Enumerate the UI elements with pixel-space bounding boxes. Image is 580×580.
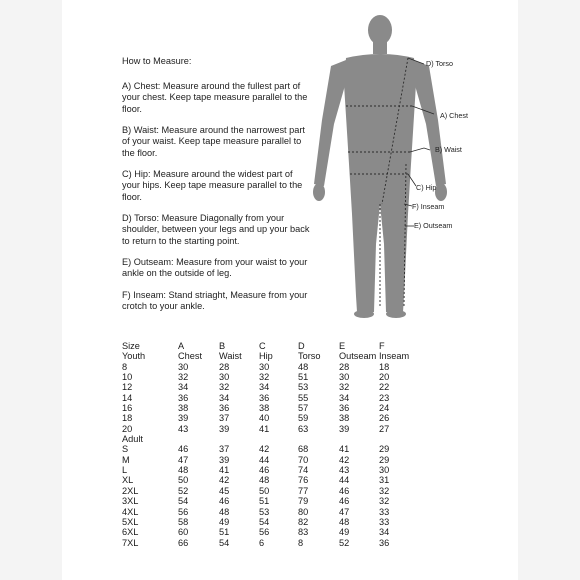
table-cell: 6 — [259, 537, 265, 548]
table-cell: 77 — [298, 485, 309, 496]
table-cell: 56 — [178, 506, 189, 517]
body-measurement-figure — [300, 14, 480, 324]
table-row — [122, 424, 419, 434]
table-cell: 41 — [259, 423, 270, 434]
table-cell: 46 — [339, 496, 350, 507]
table-cell: 7XL — [122, 537, 139, 548]
table-cell: 24 — [379, 403, 390, 414]
table-row — [122, 362, 419, 372]
table-cell: 23 — [379, 392, 390, 403]
table-cell: 83 — [298, 527, 309, 538]
instruction-outseam: E) Outseam: Measure from your waist to your ankle on the outside of leg. — [122, 257, 308, 279]
table-cell: 38 — [178, 403, 189, 414]
callout-outseam: E) Outseam — [414, 221, 453, 230]
table-cell: 28 — [339, 361, 350, 372]
table-cell: D — [298, 341, 305, 351]
table-cell: B — [219, 341, 226, 351]
table-row — [122, 372, 419, 382]
table-cell: 26 — [379, 413, 390, 424]
table-cell: 41 — [219, 465, 230, 476]
table-cell: 44 — [259, 454, 270, 465]
table-cell: 8 — [122, 361, 128, 372]
table-cell: 34 — [339, 392, 350, 403]
instruction-chest: A) Chest: Measure around the fullest part of your chest. Keep tape measure parallel to the floor. — [122, 81, 308, 114]
table-cell: 18 — [122, 413, 133, 424]
table-cell: 39 — [219, 423, 230, 434]
table-cell: 32 — [379, 485, 390, 496]
table-row — [122, 403, 419, 413]
table-cell: 46 — [219, 496, 230, 507]
table-cell: 32 — [259, 372, 270, 383]
table-cell: 59 — [298, 413, 309, 424]
table-cell: 54 — [259, 516, 270, 527]
table-cell: 46 — [339, 485, 350, 496]
table-cell: 42 — [219, 475, 230, 486]
callout-hip: C) Hip — [416, 183, 437, 192]
table-cell: Waist — [219, 351, 242, 362]
table-cell: 50 — [259, 485, 270, 496]
table-cell: Chest — [178, 351, 203, 362]
callout-chest: A) Chest — [440, 111, 468, 120]
table-cell: 52 — [178, 485, 189, 496]
table-cell: 36 — [339, 403, 350, 414]
table-cell: 29 — [379, 454, 390, 465]
table-cell: F — [379, 341, 385, 351]
table-cell: 52 — [339, 537, 350, 548]
adult-section-label: Adult — [122, 434, 143, 445]
table-cell: L — [122, 465, 128, 476]
table-row — [122, 538, 419, 548]
table-cell: 53 — [259, 506, 270, 517]
size-chart — [122, 341, 442, 548]
table-cell: 38 — [339, 413, 350, 424]
how-to-measure-instructions — [122, 56, 312, 323]
table-cell: 20 — [122, 423, 133, 434]
table-cell: 4XL — [122, 506, 139, 517]
table-cell: 30 — [178, 361, 189, 372]
table-cell: 18 — [379, 361, 390, 372]
table-cell: 38 — [259, 403, 270, 414]
table-cell: 48 — [178, 465, 189, 476]
table-cell: Torso — [298, 351, 321, 362]
table-cell: 40 — [259, 413, 270, 424]
table-cell: Hip — [259, 351, 273, 362]
table-cell: 70 — [298, 454, 309, 465]
table-cell: 22 — [379, 382, 390, 393]
table-cell: XL — [122, 475, 134, 486]
table-cell: 34 — [379, 527, 390, 538]
callout-inseam: F) Inseam — [412, 202, 445, 211]
table-row — [122, 486, 419, 496]
table-cell: 32 — [219, 382, 230, 393]
table-cell: 47 — [339, 506, 350, 517]
instruction-hip: C) Hip: Measure around the widest part of your hips. Keep tape measure parallel to the floor. — [122, 169, 303, 202]
table-cell: 30 — [379, 465, 390, 476]
table-cell: 32 — [379, 496, 390, 507]
table-cell: 76 — [298, 475, 309, 486]
table-cell: 33 — [379, 516, 390, 527]
table-cell: 2XL — [122, 485, 139, 496]
table-cell: 36 — [259, 392, 270, 403]
table-cell: 68 — [298, 444, 309, 455]
table-cell: 32 — [339, 382, 350, 393]
table-cell: 74 — [298, 465, 309, 476]
table-row — [122, 517, 419, 527]
table-cell: 8 — [298, 537, 304, 548]
table-cell: 53 — [298, 382, 309, 393]
instructions-heading: How to Measure: — [122, 56, 192, 66]
callout-torso: D) Torso — [426, 59, 454, 68]
table-cell: 41 — [339, 444, 350, 455]
table-row — [122, 527, 419, 537]
table-cell: 58 — [178, 516, 189, 527]
table-cell: 39 — [339, 423, 350, 434]
table-cell: Youth — [122, 351, 146, 362]
table-cell: 45 — [219, 485, 230, 496]
table-cell: 34 — [178, 382, 189, 393]
table-cell: 57 — [298, 403, 309, 414]
table-row — [122, 496, 419, 506]
table-cell: 39 — [219, 454, 230, 465]
table-cell: 43 — [339, 465, 350, 476]
table-cell: 43 — [178, 423, 189, 434]
table-cell: 48 — [298, 361, 309, 372]
table-row — [122, 444, 419, 454]
table-cell: 54 — [178, 496, 189, 507]
table-cell: E — [339, 341, 346, 351]
table-cell: 39 — [178, 413, 189, 424]
table-cell: 6XL — [122, 527, 139, 538]
table-cell: 54 — [219, 537, 230, 548]
table-cell: S — [122, 444, 129, 455]
table-cell: 51 — [298, 372, 309, 383]
table-cell: 48 — [259, 475, 270, 486]
table-cell: Inseam — [379, 351, 410, 362]
table-row — [122, 465, 419, 475]
table-cell: 56 — [259, 527, 270, 538]
table-cell: 5XL — [122, 516, 139, 527]
table-cell: 3XL — [122, 496, 139, 507]
table-cell: 44 — [339, 475, 350, 486]
table-cell: 37 — [219, 444, 230, 455]
table-cell: A — [178, 341, 185, 351]
table-cell: 32 — [178, 372, 189, 383]
table-cell: 42 — [339, 454, 350, 465]
table-cell: 12 — [122, 382, 133, 393]
table-cell: 63 — [298, 423, 309, 434]
table-cell: 50 — [178, 475, 189, 486]
table-cell: M — [122, 454, 130, 465]
table-cell: 36 — [219, 403, 230, 414]
table-cell: 37 — [219, 413, 230, 424]
table-cell: 51 — [219, 527, 230, 538]
table-cell: 16 — [122, 403, 133, 414]
table-cell: 14 — [122, 392, 133, 403]
table-cell: 60 — [178, 527, 189, 538]
instruction-torso: D) Torso: Measure Diagonally from your shoulder, between your legs and up your back to return to the starting point. — [122, 213, 310, 246]
table-section-row — [122, 434, 419, 444]
table-cell: 79 — [298, 496, 309, 507]
table-cell: 80 — [298, 506, 309, 517]
table-cell: 31 — [379, 475, 390, 486]
right-margin — [518, 0, 580, 580]
table-cell: 66 — [178, 537, 189, 548]
table-header-row — [122, 351, 419, 361]
table-cell: 47 — [178, 454, 189, 465]
table-cell: Outseam — [339, 351, 377, 362]
table-row — [122, 382, 419, 392]
table-cell: C — [259, 341, 266, 351]
table-row — [122, 507, 419, 517]
table-cell: 28 — [219, 361, 230, 372]
table-row — [122, 393, 419, 403]
table-cell: 36 — [178, 392, 189, 403]
table-cell: 36 — [379, 537, 390, 548]
table-row — [122, 455, 419, 465]
table-cell: 33 — [379, 506, 390, 517]
table-cell: 49 — [219, 516, 230, 527]
table-row — [122, 475, 419, 485]
size-chart-table — [122, 341, 419, 548]
table-header-row — [122, 341, 419, 351]
table-cell: 30 — [339, 372, 350, 383]
table-cell: 34 — [219, 392, 230, 403]
table-cell: 30 — [219, 372, 230, 383]
table-cell: 48 — [339, 516, 350, 527]
table-cell: 34 — [259, 382, 270, 393]
callout-waist: B) Waist — [435, 145, 462, 154]
table-cell: 46 — [259, 465, 270, 476]
instruction-waist: B) Waist: Measure around the narrowest part of your waist. Keep tape measure parallel to the floor. — [122, 125, 305, 158]
table-cell: 30 — [259, 361, 270, 372]
table-cell: 42 — [259, 444, 270, 455]
left-margin — [0, 0, 62, 580]
table-cell: 20 — [379, 372, 390, 383]
table-cell: 51 — [259, 496, 270, 507]
table-cell: 49 — [339, 527, 350, 538]
table-cell: 55 — [298, 392, 309, 403]
table-row — [122, 413, 419, 423]
table-cell: Size — [122, 341, 140, 351]
table-cell: 46 — [178, 444, 189, 455]
table-cell: 48 — [219, 506, 230, 517]
table-cell: 82 — [298, 516, 309, 527]
table-cell: 27 — [379, 423, 390, 434]
table-cell: 29 — [379, 444, 390, 455]
instruction-inseam: F) Inseam: Stand striaght, Measure from your crotch to your ankle. — [122, 290, 308, 312]
table-cell: 10 — [122, 372, 133, 383]
